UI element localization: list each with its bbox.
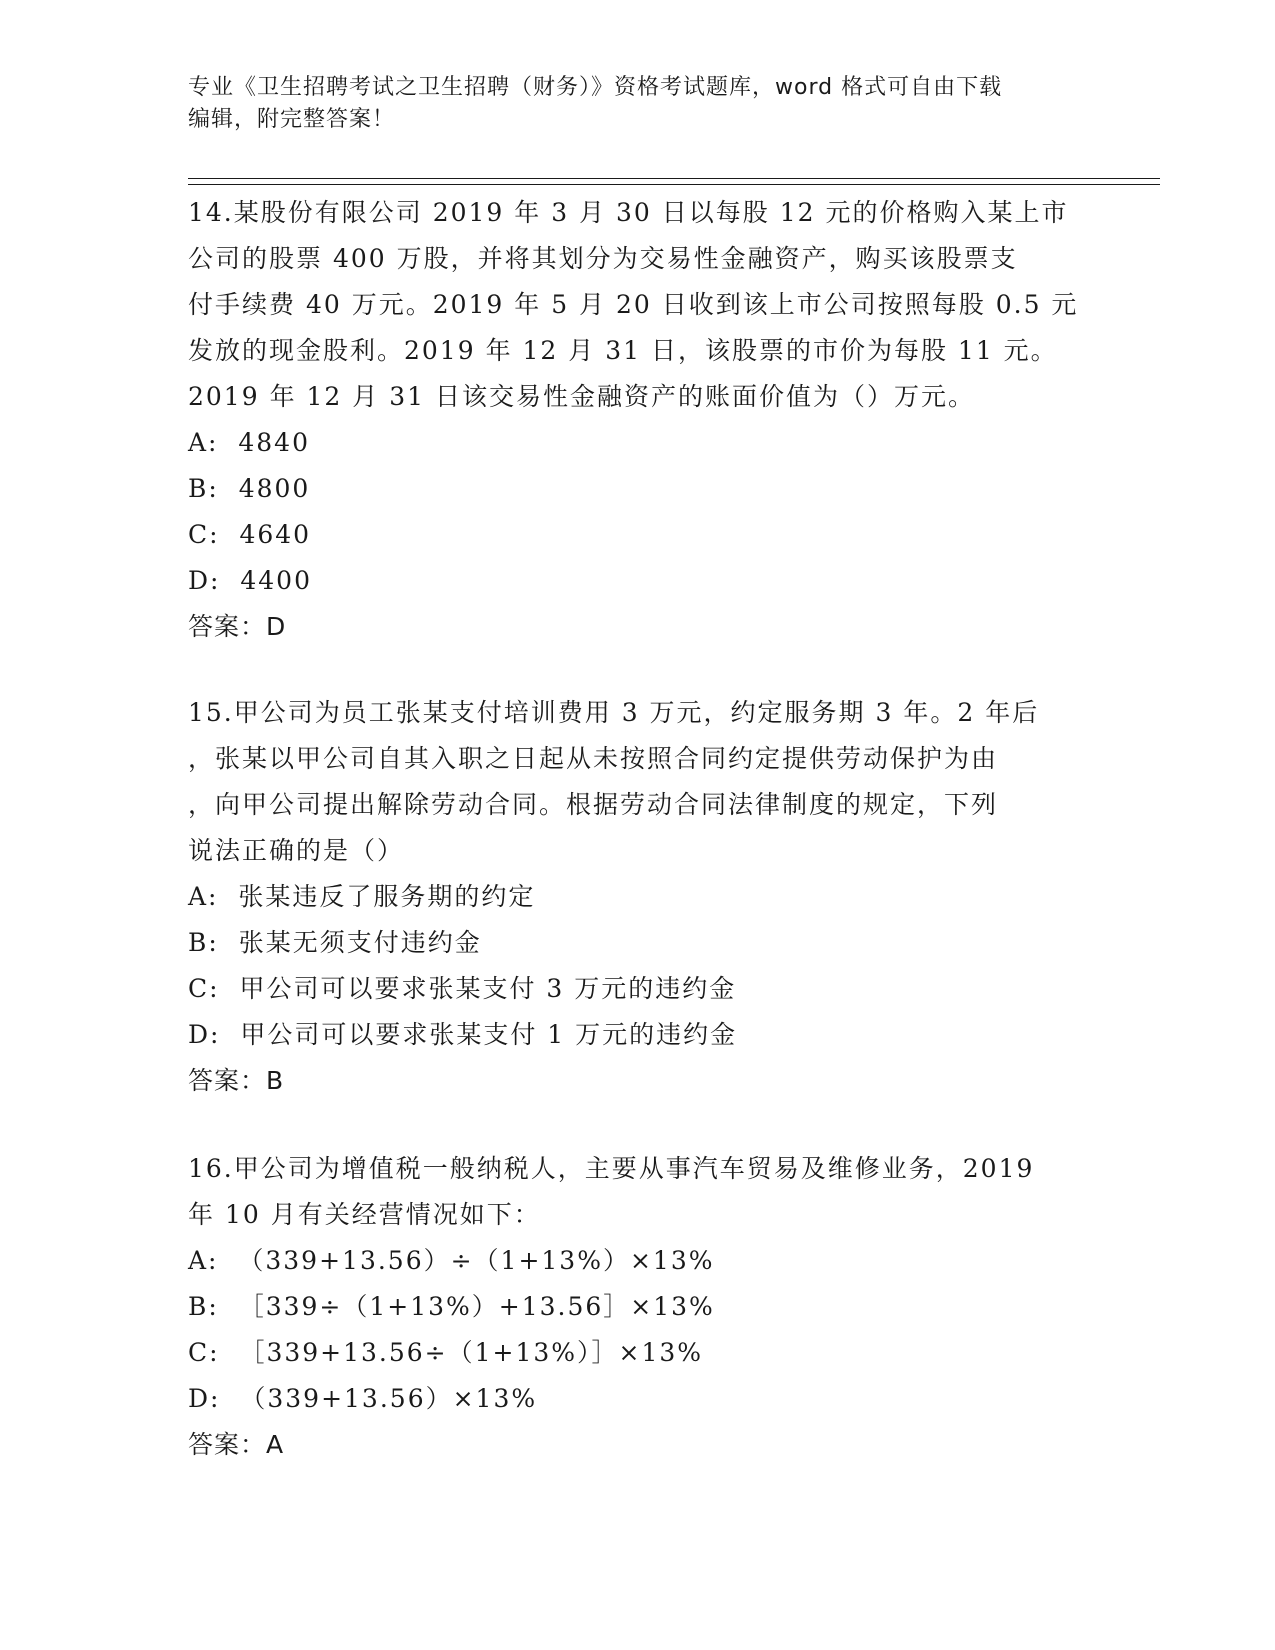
question-stem-line: 2019 年 12 月 31 日该交易性金融资产的账面价值为（）万元。 — [188, 382, 975, 411]
question-stem-line: ，张某以甲公司自其入职之日起从未按照合同约定提供劳动保护为由 — [188, 744, 999, 773]
question-stem-line: 公司的股票 400 万股，并将其划分为交易性金融资产，购买该股票支 — [188, 244, 1018, 273]
header-divider-bottom — [188, 184, 1160, 185]
option-a: A: 张某违反了服务期的约定 — [188, 882, 536, 911]
answer-line: 答案：B — [188, 1066, 285, 1095]
document-header — [188, 72, 1068, 136]
question-14 — [188, 190, 1088, 650]
option-d: D: 甲公司可以要求张某支付 1 万元的违约金 — [188, 1020, 738, 1049]
question-stem-line: 16.甲公司为增值税一般纳税人，主要从事汽车贸易及维修业务，2019 — [188, 1154, 1035, 1183]
question-stem-line: 付手续费 40 万元。2019 年 5 月 20 日收到该上市公司按照每股 0.5 元 — [188, 290, 1079, 319]
option-d: D: 4400 — [188, 566, 312, 595]
option-b: B: 张某无须支付违约金 — [188, 928, 482, 957]
option-c: C: ［339+13.56÷（1+13%）］×13% — [188, 1338, 704, 1367]
option-b: B: 4800 — [188, 474, 311, 503]
question-stem-line: 说法正确的是（） — [188, 836, 405, 865]
question-stem-line: 15.甲公司为员工张某支付培训费用 3 万元，约定服务期 3 年。2 年后 — [188, 698, 1040, 727]
option-c: C: 4640 — [188, 520, 312, 549]
option-d: D: （339+13.56）×13% — [188, 1384, 538, 1413]
question-stem-line: ，向甲公司提出解除劳动合同。根据劳动合同法律制度的规定，下列 — [188, 790, 999, 819]
answer-line: 答案：A — [188, 1430, 285, 1459]
question-stem-line: 14.某股份有限公司 2019 年 3 月 30 日以每股 12 元的价格购入某上市 — [188, 198, 1069, 227]
option-a: A: （339+13.56）÷（1+13%）×13% — [188, 1246, 715, 1275]
question-15 — [188, 690, 1088, 1104]
question-16 — [188, 1146, 1088, 1468]
option-c: C: 甲公司可以要求张某支付 3 万元的违约金 — [188, 974, 737, 1003]
option-b: B: ［339÷（1+13%）+13.56］×13% — [188, 1292, 715, 1321]
header-line-1: 专业《卫生招聘考试之卫生招聘（财务）》资格考试题库，word 格式可自由下载 — [188, 75, 1003, 100]
header-line-2: 编辑，附完整答案！ — [188, 107, 396, 132]
question-stem-line: 发放的现金股利。2019 年 12 月 31 日，该股票的市价为每股 11 元。 — [188, 336, 1058, 365]
answer-line: 答案：D — [188, 612, 287, 641]
header-divider-top — [188, 178, 1160, 179]
option-a: A: 4840 — [188, 428, 310, 457]
question-stem-line: 年 10 月有关经营情况如下： — [188, 1200, 541, 1229]
